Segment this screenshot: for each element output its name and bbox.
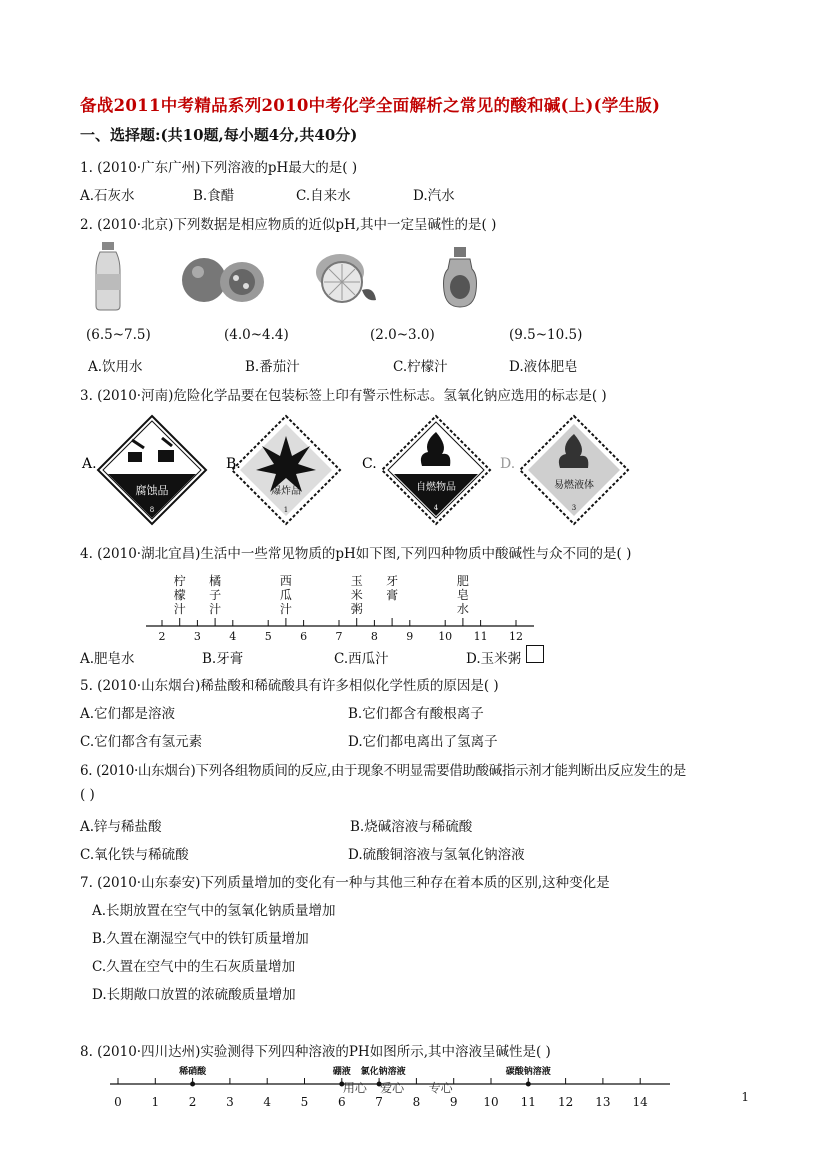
- q2-ph-a: (6.5~7.5): [86, 327, 151, 343]
- soap-bottle-icon: [440, 245, 480, 311]
- sign-b-label: 爆炸品: [271, 486, 301, 497]
- q2-option-c: C.柠檬汁: [393, 359, 448, 375]
- q4-substance-label: 水: [456, 602, 469, 616]
- sign-a-label: 腐蚀品: [135, 484, 169, 497]
- q1-option-d: D.汽水: [413, 188, 455, 204]
- q8-tick-label: 7: [375, 1095, 383, 1109]
- q4-tick-label: 12: [509, 630, 523, 643]
- flammable-liquid-sign-icon: [520, 416, 628, 524]
- q6-option-a: A.锌与稀盐酸: [80, 819, 162, 835]
- sign-c-label: 自燃物品: [416, 482, 456, 493]
- q4-substance-label: 西: [279, 574, 292, 588]
- q8-stem: 8. (2010·四川达州)实验测得下列四种溶液的PH如图所示,其中溶液呈碱性是( ): [80, 1044, 551, 1060]
- q5-option-c: C.它们都含有氢元素: [80, 734, 203, 750]
- document-title: 备战2011中考精品系列2010中考化学全面解析之常见的酸和碱(上)(学生版): [80, 96, 661, 115]
- q7-stem: 7. (2010·山东泰安)下列质量增加的变化有一种与其他三种存在着本质的区别,这种变化是: [80, 875, 610, 891]
- q8-tick-label: 6: [337, 1095, 346, 1109]
- corrosive-sign-icon: [98, 416, 206, 524]
- q2-option-d: D.液体肥皂: [509, 359, 578, 375]
- sign-c-number: 4: [433, 504, 439, 512]
- q4-substance-label: 子: [209, 588, 222, 602]
- q8-tick-label: 12: [557, 1095, 574, 1109]
- q4-tick-label: 7: [335, 630, 343, 643]
- q8-marker-dot: [190, 1082, 195, 1087]
- water-bottle-icon: [88, 240, 128, 312]
- q5-stem: 5. (2010·山东烟台)稀盐酸和稀硫酸具有许多相似化学性质的原因是( ): [80, 678, 499, 694]
- sign-c-letter: C.: [362, 456, 377, 472]
- q4-substance-label: 瓜: [279, 588, 292, 602]
- watermark-text: 专心: [428, 1081, 453, 1095]
- q8-tick-label: 4: [263, 1095, 272, 1109]
- q8-ph-scale: [104, 1062, 676, 1116]
- q8-marker-label: 碳酸钠溶液: [505, 1067, 551, 1077]
- sign-b-letter: B.: [226, 456, 241, 472]
- q2-ph-d: (9.5~10.5): [509, 327, 583, 343]
- q8-tick-label: 10: [483, 1095, 499, 1109]
- q8-tick-label: 14: [632, 1095, 648, 1109]
- q8-tick-label: 3: [226, 1095, 234, 1109]
- q4-substance-label: 膏: [386, 588, 399, 602]
- q8-tick-label: 0: [114, 1095, 122, 1109]
- section-heading: 一、选择题:(共10题,每小题4分,共40分): [80, 126, 358, 144]
- q4-option-a: A.肥皂水: [80, 651, 135, 667]
- q6-option-b: B.烧碱溶液与稀硫酸: [350, 819, 473, 835]
- watermark-text: 爱心: [380, 1081, 405, 1095]
- q7-option-b: B.久置在潮湿空气中的铁钉质量增加: [92, 931, 309, 947]
- q7-option-a: A.长期放置在空气中的氢氧化钠质量增加: [92, 903, 336, 919]
- q8-tick-label: 8: [412, 1095, 421, 1109]
- q6-option-c: C.氧化铁与稀硫酸: [80, 847, 189, 863]
- page-number: 1: [741, 1090, 749, 1104]
- q8-tick-label: 1: [151, 1095, 160, 1109]
- q4-tick-label: 3: [193, 630, 201, 643]
- q4-tick-label: 9: [406, 630, 414, 643]
- q4-substance-label: 汁: [209, 602, 222, 616]
- sign-d-label: 易燃液体: [554, 480, 594, 491]
- q4-stem: 4. (2010·湖北宜昌)生活中一些常见物质的pH如下图,下列四种物质中酸碱性与众不同的是( ): [80, 546, 632, 562]
- q1-option-a: A.石灰水: [80, 188, 135, 204]
- lemon-icon: [308, 250, 380, 306]
- q4-substance-label: 皂: [456, 588, 469, 602]
- q2-ph-b: (4.0~4.4): [224, 327, 289, 343]
- tomato-icon: [180, 250, 266, 306]
- q8-marker-label: 硼液: [332, 1067, 351, 1077]
- hazard-signs: [80, 412, 720, 528]
- q8-tick-label: 11: [520, 1095, 536, 1109]
- q2-ph-c: (2.0~3.0): [370, 327, 435, 343]
- q8-tick-label: 5: [300, 1095, 309, 1109]
- q8-tick-label: 2: [188, 1095, 197, 1109]
- sign-a-number: 8: [149, 506, 155, 514]
- q1-stem: 1. (2010·广东广州)下列溶液的pH最大的是( ): [80, 160, 358, 176]
- q4-substance-label: 汁: [279, 602, 292, 616]
- sign-a-letter: A.: [82, 456, 97, 472]
- sign-b-number: 1: [283, 506, 289, 514]
- q4-ph-scale: [140, 574, 540, 646]
- q4-tick-label: 6: [300, 630, 308, 643]
- q4-substance-label: 橘: [209, 574, 222, 588]
- q7-option-c: C.久置在空气中的生石灰质量增加: [92, 959, 296, 975]
- sign-d-number: 3: [571, 504, 577, 512]
- q4-substance-label: 肥: [456, 574, 469, 588]
- q4-substance-label: 米: [350, 588, 363, 602]
- q7-option-d: D.长期敞口放置的浓硫酸质量增加: [92, 987, 296, 1003]
- spontaneous-combustion-sign-icon: [382, 416, 490, 524]
- q4-tick-label: 11: [473, 630, 488, 643]
- q2-option-b: B.番茄汁: [245, 359, 300, 375]
- q4-option-b: B.牙膏: [202, 651, 244, 667]
- q1-option-c: C.自来水: [296, 188, 351, 204]
- q4-substance-label: 柠: [173, 574, 186, 588]
- q4-substance-label: 檬: [173, 588, 186, 602]
- q2-option-a: A.饮用水: [88, 359, 143, 375]
- q6-stem-paren: ( ): [80, 787, 95, 803]
- q4-option-d: D.玉米粥: [466, 651, 522, 667]
- q1-option-b: B.食醋: [193, 188, 235, 204]
- q4-tick-label: 5: [264, 630, 272, 643]
- answer-box[interactable]: [526, 645, 544, 663]
- q4-tick-label: 2: [158, 630, 166, 643]
- watermark-text: 用心: [342, 1081, 367, 1095]
- q6-stem: 6. (2010·山东烟台)下列各组物质间的反应,由于现象不明显需要借助酸碱指示剂才能判断出反应发生的是: [80, 763, 686, 779]
- q6-option-d: D.硫酸铜溶液与氢氧化钠溶液: [348, 847, 525, 863]
- q8-marker-dot: [526, 1082, 531, 1087]
- q8-marker-label: 氯化钠溶液: [360, 1067, 406, 1077]
- q5-option-b: B.它们都含有酸根离子: [348, 706, 484, 722]
- q4-substance-label: 玉: [350, 574, 363, 588]
- q4-substance-label: 粥: [350, 602, 363, 616]
- q2-stem: 2. (2010·北京)下列数据是相应物质的近似pH,其中一定呈碱性的是( ): [80, 217, 497, 233]
- explosive-sign-icon: [232, 416, 340, 524]
- q4-tick-label: 4: [229, 630, 237, 643]
- q4-substance-label: 牙: [386, 574, 399, 588]
- q5-option-a: A.它们都是溶液: [80, 706, 176, 722]
- q4-tick-label: 8: [370, 630, 378, 643]
- q8-marker-label: 稀硝酸: [179, 1067, 207, 1077]
- q4-option-c: C.西瓜汁: [334, 651, 389, 667]
- q4-substance-label: 汁: [173, 602, 186, 616]
- q5-option-d: D.它们都电离出了氢离子: [348, 734, 498, 750]
- q3-stem: 3. (2010·河南)危险化学品要在包装标签上印有警示性标志。氢氧化钠应选用的标志是( ): [80, 388, 607, 404]
- q4-tick-label: 10: [438, 630, 453, 643]
- sign-d-letter: D.: [500, 456, 516, 472]
- q8-tick-label: 9: [449, 1095, 458, 1109]
- q8-tick-label: 13: [595, 1095, 611, 1109]
